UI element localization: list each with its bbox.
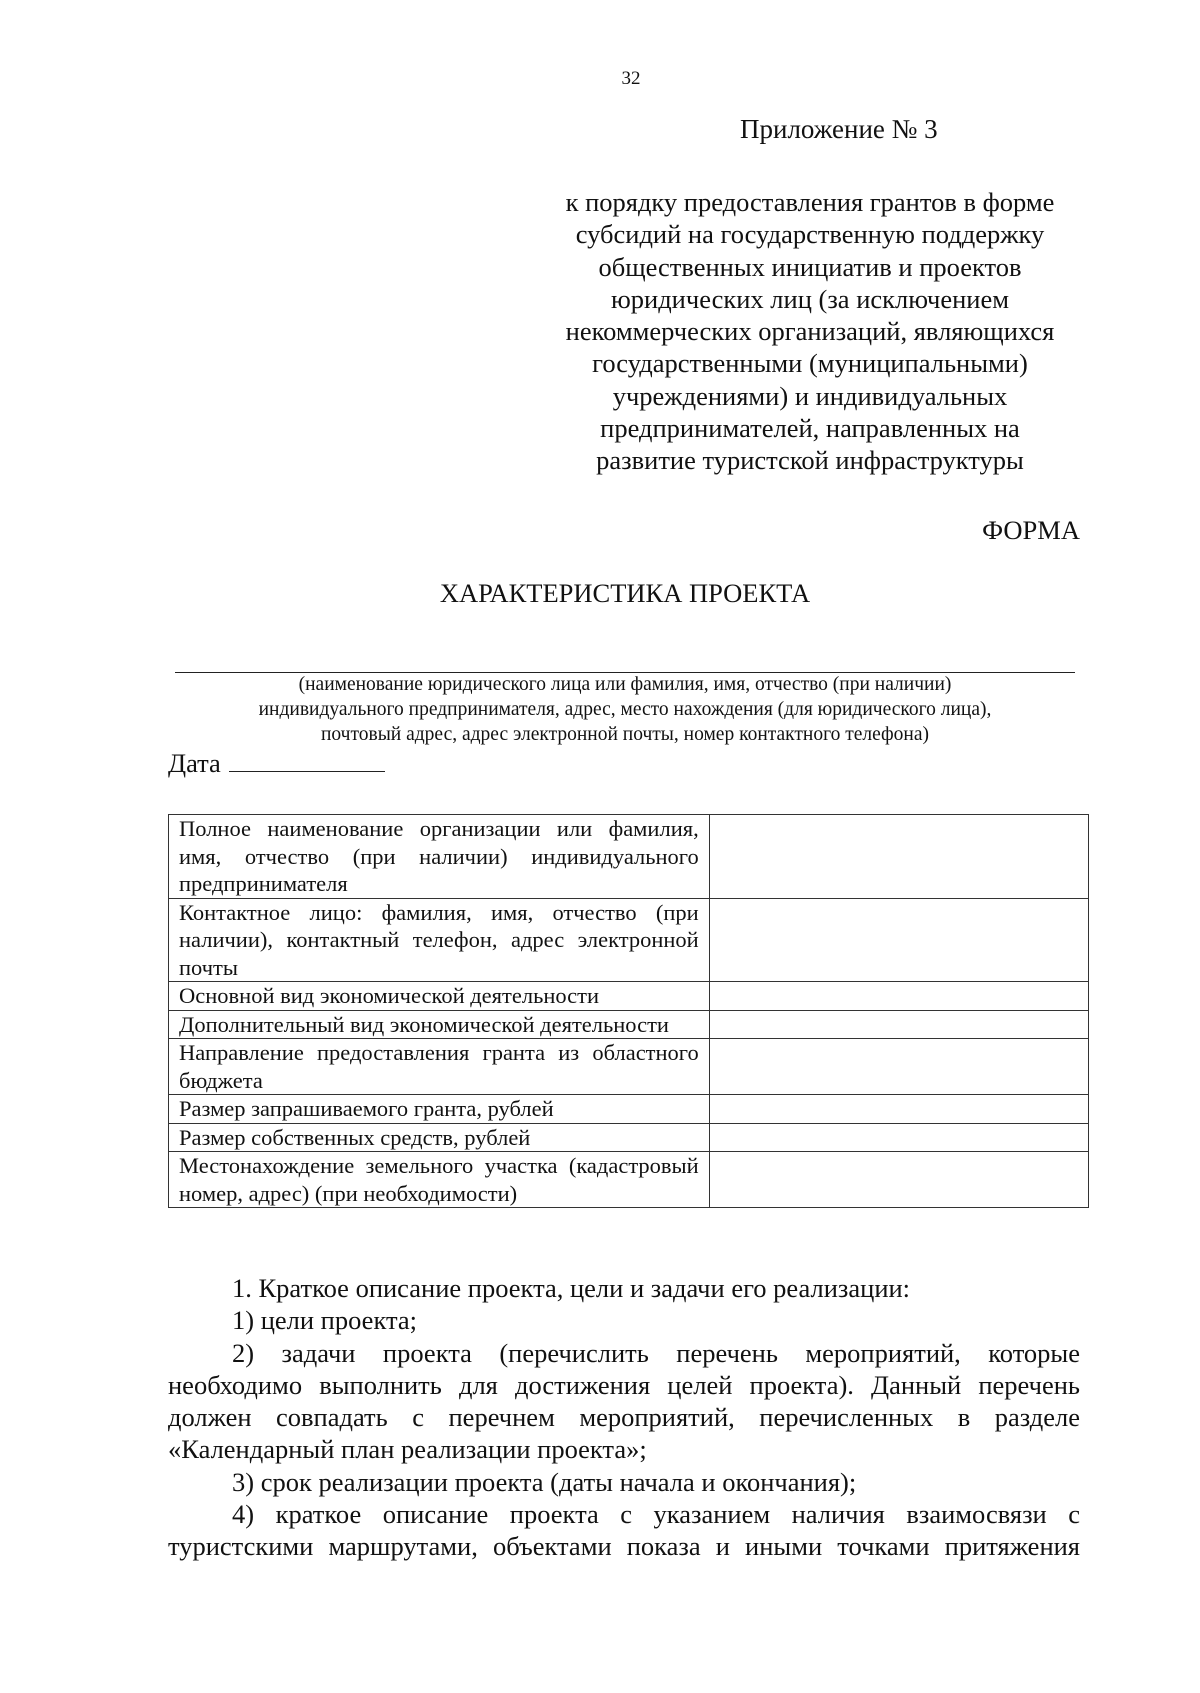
row-value <box>709 982 1088 1011</box>
appendix-line: учреждениями) и индивидуальных <box>612 380 1008 411</box>
hint-line: почтовый адрес, адрес электронной почты, номер контактного телефона) <box>320 724 929 745</box>
table-row <box>169 1152 1089 1208</box>
row-label: Местонахождение земельного участка (кадастровый номер, адрес) (при необходимости) <box>169 1152 710 1208</box>
appendix-line: к порядку предоставления грантов в форме <box>565 187 1055 217</box>
date-label: Дата <box>168 748 221 778</box>
row-value <box>709 1095 1088 1124</box>
applicant-name-hint <box>175 672 1075 747</box>
row-value <box>709 1039 1088 1095</box>
row-label: Направление предоставления гранта из областного бюджета <box>169 1039 710 1095</box>
page-number: 32 <box>621 68 641 89</box>
paragraph: 1) цели проекта; <box>232 1305 417 1336</box>
appendix-line: государственными (муниципальными) <box>592 348 1028 379</box>
table-row <box>169 982 1089 1011</box>
project-description-section <box>168 1272 1080 1563</box>
table-row <box>169 1123 1089 1152</box>
appendix-line: общественных инициатив и проектов <box>598 251 1022 282</box>
appendix-description <box>520 186 1100 477</box>
paragraph: 2) задачи проекта (перечислить перечень мероприятий, которые необходимо выполнить для достижения целей проекта). Данный перечень должен совпадать с перечнем мероприятий, перечисленных в разделе «Календарный план реализации проекта»; <box>168 1337 1080 1465</box>
paragraph: 1. Краткое описание проекта, цели и задачи его реализации: <box>232 1273 911 1303</box>
row-label: Размер собственных средств, рублей <box>169 1123 710 1152</box>
row-value <box>709 815 1088 899</box>
appendix-line: некоммерческих организаций, являющихся <box>565 316 1055 347</box>
paragraph: 4) краткое описание проекта с указанием наличия взаимосвязи с туристскими маршрутами, объектами показа и иными точками притяжения <box>168 1499 1080 1562</box>
table-row <box>169 1010 1089 1039</box>
table-row <box>169 1039 1089 1095</box>
row-label: Контактное лицо: фамилия, имя, отчество (при наличии), контактный телефон, адрес электронной почты <box>169 898 710 982</box>
hint-line: (наименование юридического лица или фамилия, имя, отчество (при наличии) <box>298 674 952 695</box>
row-label: Основной вид экономической деятельности <box>169 982 710 1011</box>
appendix-line: субсидий на государственную поддержку <box>575 219 1045 250</box>
row-value <box>709 1123 1088 1152</box>
appendix-line: развитие туристской инфраструктуры <box>596 445 1024 476</box>
hint-line: индивидуального предпринимателя, адрес, место нахождения (для юридического лица), <box>258 699 992 720</box>
appendix-line: юридических лиц (за исключением <box>610 283 1010 314</box>
paragraph: 3) срок реализации проекта (даты начала и окончания); <box>232 1466 857 1497</box>
project-characteristics-table <box>168 814 1089 1208</box>
row-label: Размер запрашиваемого гранта, рублей <box>169 1095 710 1124</box>
table-row <box>169 815 1089 899</box>
row-label: Дополнительный вид экономической деятельности <box>169 1010 710 1039</box>
row-value <box>709 1152 1088 1208</box>
table-row <box>169 1095 1089 1124</box>
appendix-title: Приложение № 3 <box>740 114 938 144</box>
table-row <box>169 898 1089 982</box>
row-value <box>709 1010 1088 1039</box>
document-title: ХАРАКТЕРИСТИКА ПРОЕКТА <box>439 578 811 608</box>
form-label: ФОРМА <box>982 515 1080 545</box>
row-label: Полное наименование организации или фамилия, имя, отчество (при наличии) индивидуального предпринимателя <box>169 815 710 899</box>
row-value <box>709 898 1088 982</box>
date-blank-field <box>229 749 385 772</box>
appendix-line: предпринимателей, направленных на <box>600 413 1020 444</box>
date-row <box>168 748 385 779</box>
